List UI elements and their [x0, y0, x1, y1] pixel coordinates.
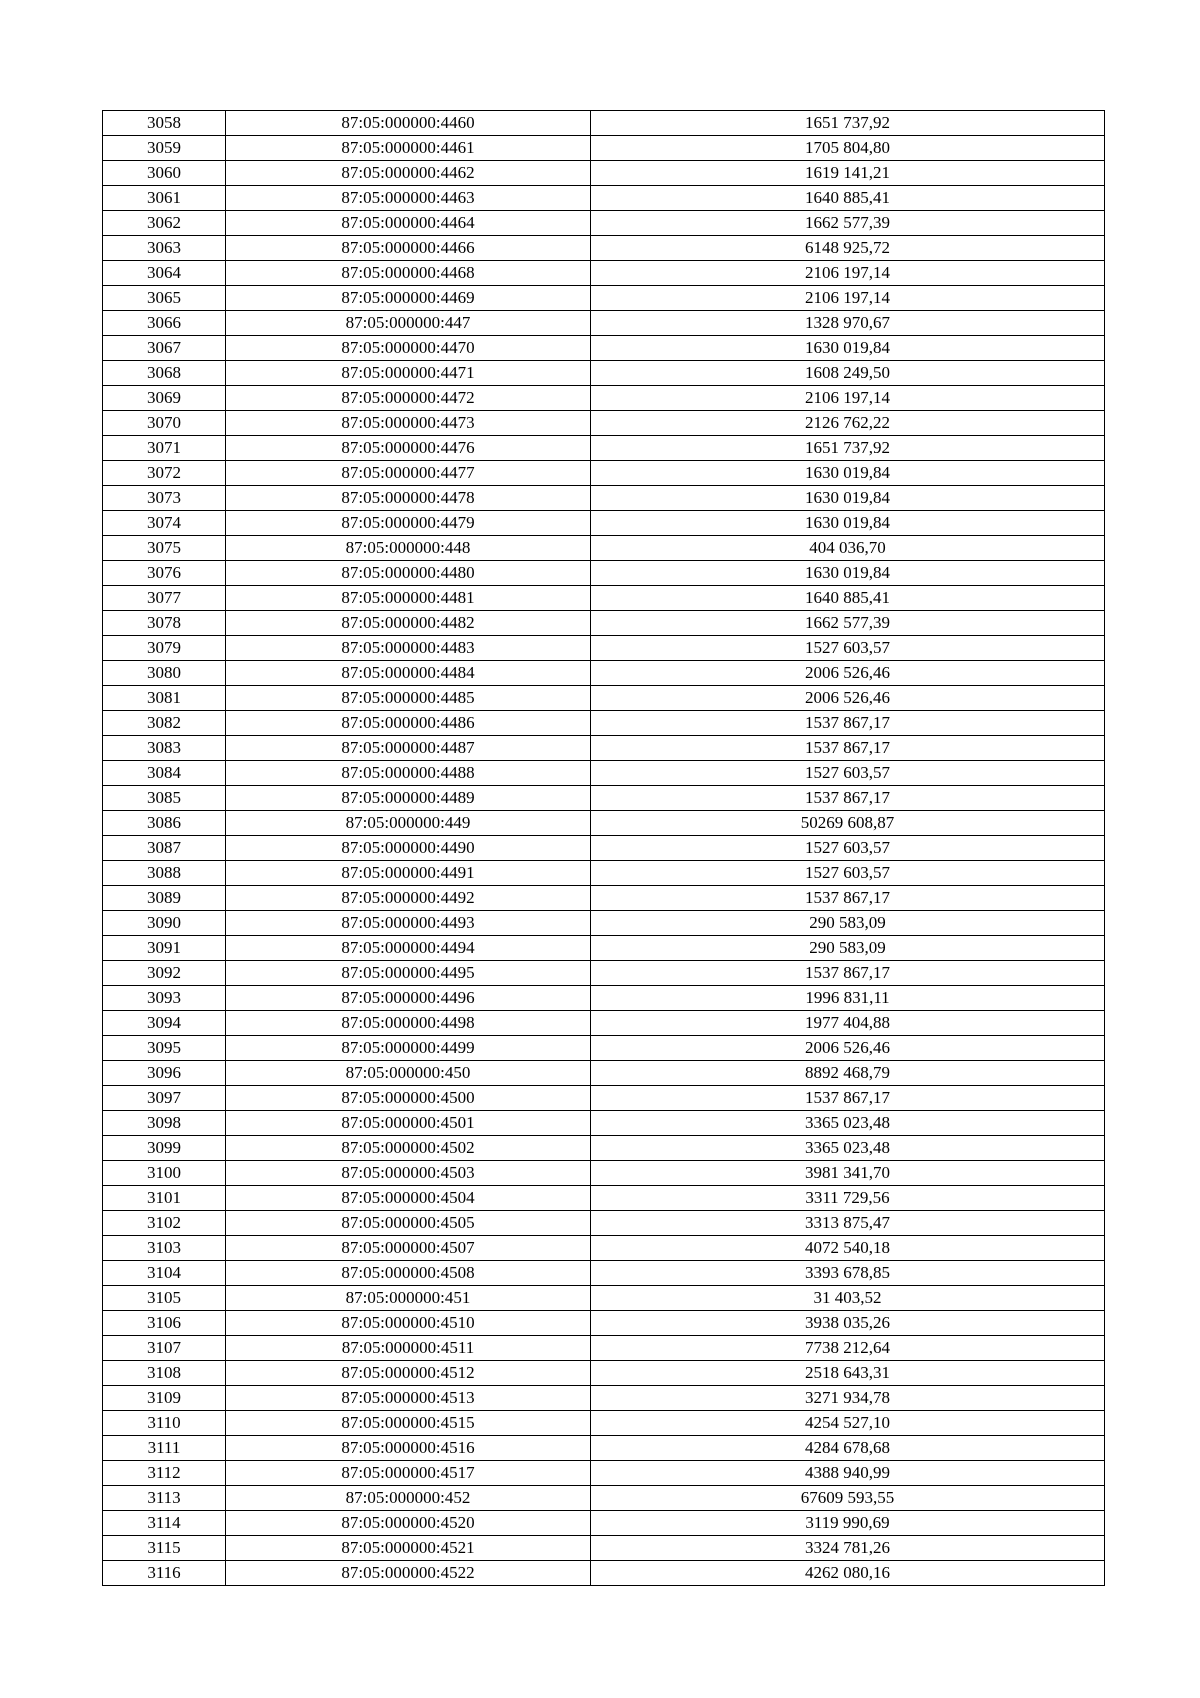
row-number-cell: 3116: [103, 1561, 226, 1586]
table-row: [103, 1136, 1105, 1161]
row-number-cell: 3096: [103, 1061, 226, 1086]
row-number-cell: 3100: [103, 1161, 226, 1186]
value-cell: 290 583,09: [591, 911, 1105, 936]
row-number-cell: 3105: [103, 1286, 226, 1311]
row-number-cell: 3099: [103, 1136, 226, 1161]
row-number-cell: 3081: [103, 686, 226, 711]
row-number-cell: 3102: [103, 1211, 226, 1236]
table-row: [103, 1486, 1105, 1511]
cadastral-number-cell: 87:05:000000:4461: [226, 136, 591, 161]
cadastral-number-cell: 87:05:000000:4466: [226, 236, 591, 261]
table-row: [103, 1061, 1105, 1086]
row-number-cell: 3108: [103, 1361, 226, 1386]
row-number-cell: 3098: [103, 1111, 226, 1136]
cadastral-number-cell: 87:05:000000:448: [226, 536, 591, 561]
value-cell: 1527 603,57: [591, 861, 1105, 886]
value-cell: 1630 019,84: [591, 486, 1105, 511]
value-cell: 3365 023,48: [591, 1111, 1105, 1136]
row-number-cell: 3095: [103, 1036, 226, 1061]
value-cell: 1537 867,17: [591, 1086, 1105, 1111]
value-cell: 1608 249,50: [591, 361, 1105, 386]
cadastral-number-cell: 87:05:000000:4500: [226, 1086, 591, 1111]
table-row: [103, 561, 1105, 586]
value-cell: 1651 737,92: [591, 436, 1105, 461]
row-number-cell: 3073: [103, 486, 226, 511]
value-cell: 4284 678,68: [591, 1436, 1105, 1461]
cadastral-number-cell: 87:05:000000:4515: [226, 1411, 591, 1436]
table-row: [103, 161, 1105, 186]
row-number-cell: 3097: [103, 1086, 226, 1111]
cadastral-number-cell: 87:05:000000:447: [226, 311, 591, 336]
cadastral-number-cell: 87:05:000000:4521: [226, 1536, 591, 1561]
table-row: [103, 1261, 1105, 1286]
table-row: [103, 861, 1105, 886]
cadastral-number-cell: 87:05:000000:4504: [226, 1186, 591, 1211]
cadastral-number-cell: 87:05:000000:4496: [226, 986, 591, 1011]
row-number-cell: 3058: [103, 111, 226, 136]
value-cell: 3981 341,70: [591, 1161, 1105, 1186]
cadastral-number-cell: 87:05:000000:4477: [226, 461, 591, 486]
table-row: [103, 711, 1105, 736]
table-row: [103, 211, 1105, 236]
cadastral-number-cell: 87:05:000000:4487: [226, 736, 591, 761]
row-number-cell: 3068: [103, 361, 226, 386]
cadastral-number-cell: 87:05:000000:4491: [226, 861, 591, 886]
cadastral-number-cell: 87:05:000000:4473: [226, 411, 591, 436]
cadastral-number-cell: 87:05:000000:4513: [226, 1386, 591, 1411]
value-cell: 404 036,70: [591, 536, 1105, 561]
row-number-cell: 3110: [103, 1411, 226, 1436]
cadastral-number-cell: 87:05:000000:4470: [226, 336, 591, 361]
cadastral-number-cell: 87:05:000000:4463: [226, 186, 591, 211]
table-row: [103, 1336, 1105, 1361]
table-row: [103, 461, 1105, 486]
cadastral-number-cell: 87:05:000000:4516: [226, 1436, 591, 1461]
cadastral-number-cell: 87:05:000000:4476: [226, 436, 591, 461]
cadastral-number-cell: 87:05:000000:4483: [226, 636, 591, 661]
value-cell: 3119 990,69: [591, 1511, 1105, 1536]
value-cell: 3313 875,47: [591, 1211, 1105, 1236]
cadastral-number-cell: 87:05:000000:4486: [226, 711, 591, 736]
value-cell: 1651 737,92: [591, 111, 1105, 136]
row-number-cell: 3085: [103, 786, 226, 811]
row-number-cell: 3075: [103, 536, 226, 561]
row-number-cell: 3090: [103, 911, 226, 936]
table-row: [103, 1186, 1105, 1211]
cadastral-number-cell: 87:05:000000:4490: [226, 836, 591, 861]
table-row: [103, 961, 1105, 986]
row-number-cell: 3076: [103, 561, 226, 586]
row-number-cell: 3088: [103, 861, 226, 886]
table-row: [103, 586, 1105, 611]
value-cell: 6148 925,72: [591, 236, 1105, 261]
cadastral-number-cell: 87:05:000000:4520: [226, 1511, 591, 1536]
table-row: [103, 661, 1105, 686]
cadastral-number-cell: 87:05:000000:4478: [226, 486, 591, 511]
value-cell: 1527 603,57: [591, 836, 1105, 861]
cadastral-number-cell: 87:05:000000:4512: [226, 1361, 591, 1386]
cadastral-number-cell: 87:05:000000:4507: [226, 1236, 591, 1261]
row-number-cell: 3074: [103, 511, 226, 536]
table-row: [103, 1311, 1105, 1336]
row-number-cell: 3065: [103, 286, 226, 311]
cadastral-number-cell: 87:05:000000:4522: [226, 1561, 591, 1586]
cadastral-number-cell: 87:05:000000:4492: [226, 886, 591, 911]
value-cell: 1662 577,39: [591, 211, 1105, 236]
table-row: [103, 136, 1105, 161]
value-cell: 1527 603,57: [591, 636, 1105, 661]
row-number-cell: 3079: [103, 636, 226, 661]
table-row: [103, 686, 1105, 711]
value-cell: 1619 141,21: [591, 161, 1105, 186]
table-row: [103, 736, 1105, 761]
row-number-cell: 3066: [103, 311, 226, 336]
cadastral-number-cell: 87:05:000000:449: [226, 811, 591, 836]
value-cell: 1630 019,84: [591, 511, 1105, 536]
cadastral-number-cell: 87:05:000000:4472: [226, 386, 591, 411]
table-row: [103, 811, 1105, 836]
value-cell: 7738 212,64: [591, 1336, 1105, 1361]
table-row: [103, 236, 1105, 261]
table-body: [103, 111, 1105, 1586]
table-row: [103, 1461, 1105, 1486]
cadastral-number-cell: 87:05:000000:4489: [226, 786, 591, 811]
table-row: [103, 1436, 1105, 1461]
value-cell: 1527 603,57: [591, 761, 1105, 786]
value-cell: 3324 781,26: [591, 1536, 1105, 1561]
cadastral-number-cell: 87:05:000000:4468: [226, 261, 591, 286]
table-row: [103, 1361, 1105, 1386]
cadastral-number-cell: 87:05:000000:4460: [226, 111, 591, 136]
cadastral-number-cell: 87:05:000000:4493: [226, 911, 591, 936]
value-cell: 4262 080,16: [591, 1561, 1105, 1586]
value-cell: 3393 678,85: [591, 1261, 1105, 1286]
cadastral-number-cell: 87:05:000000:4464: [226, 211, 591, 236]
cadastral-number-cell: 87:05:000000:4510: [226, 1311, 591, 1336]
row-number-cell: 3080: [103, 661, 226, 686]
cadastral-number-cell: 87:05:000000:452: [226, 1486, 591, 1511]
table-row: [103, 1161, 1105, 1186]
table-row: [103, 486, 1105, 511]
value-cell: 67609 593,55: [591, 1486, 1105, 1511]
row-number-cell: 3092: [103, 961, 226, 986]
table-row: [103, 411, 1105, 436]
table-row: [103, 611, 1105, 636]
value-cell: 2518 643,31: [591, 1361, 1105, 1386]
value-cell: 4072 540,18: [591, 1236, 1105, 1261]
row-number-cell: 3064: [103, 261, 226, 286]
value-cell: 1537 867,17: [591, 886, 1105, 911]
row-number-cell: 3111: [103, 1436, 226, 1461]
value-cell: 31 403,52: [591, 1286, 1105, 1311]
row-number-cell: 3112: [103, 1461, 226, 1486]
table-row: [103, 1086, 1105, 1111]
cadastral-number-cell: 87:05:000000:4480: [226, 561, 591, 586]
cadastral-number-cell: 87:05:000000:4495: [226, 961, 591, 986]
cadastral-number-cell: 87:05:000000:4484: [226, 661, 591, 686]
cadastral-number-cell: 87:05:000000:4503: [226, 1161, 591, 1186]
value-cell: 4388 940,99: [591, 1461, 1105, 1486]
cadastral-number-cell: 87:05:000000:4502: [226, 1136, 591, 1161]
row-number-cell: 3061: [103, 186, 226, 211]
cadastral-number-cell: 87:05:000000:4479: [226, 511, 591, 536]
table-row: [103, 1561, 1105, 1586]
row-number-cell: 3104: [103, 1261, 226, 1286]
value-cell: 1630 019,84: [591, 561, 1105, 586]
table-row: [103, 511, 1105, 536]
data-table: [102, 110, 1105, 1586]
table-row: [103, 1211, 1105, 1236]
cadastral-number-cell: 87:05:000000:4508: [226, 1261, 591, 1286]
value-cell: 4254 527,10: [591, 1411, 1105, 1436]
value-cell: 1977 404,88: [591, 1011, 1105, 1036]
value-cell: 1630 019,84: [591, 461, 1105, 486]
value-cell: 1640 885,41: [591, 586, 1105, 611]
table-row: [103, 361, 1105, 386]
value-cell: 1537 867,17: [591, 711, 1105, 736]
table-row: [103, 1536, 1105, 1561]
cadastral-number-cell: 87:05:000000:4511: [226, 1336, 591, 1361]
row-number-cell: 3113: [103, 1486, 226, 1511]
row-number-cell: 3103: [103, 1236, 226, 1261]
cadastral-number-cell: 87:05:000000:4471: [226, 361, 591, 386]
table-row: [103, 986, 1105, 1011]
cadastral-number-cell: 87:05:000000:4488: [226, 761, 591, 786]
row-number-cell: 3072: [103, 461, 226, 486]
table-row: [103, 286, 1105, 311]
table-row: [103, 1111, 1105, 1136]
row-number-cell: 3091: [103, 936, 226, 961]
row-number-cell: 3089: [103, 886, 226, 911]
table-row: [103, 1286, 1105, 1311]
table-row: [103, 111, 1105, 136]
cadastral-number-cell: 87:05:000000:450: [226, 1061, 591, 1086]
table-row: [103, 336, 1105, 361]
table-row: [103, 1011, 1105, 1036]
table-row: [103, 261, 1105, 286]
table-row: [103, 1411, 1105, 1436]
table-row: [103, 1236, 1105, 1261]
row-number-cell: 3084: [103, 761, 226, 786]
row-number-cell: 3060: [103, 161, 226, 186]
value-cell: 3311 729,56: [591, 1186, 1105, 1211]
row-number-cell: 3114: [103, 1511, 226, 1536]
table-row: [103, 386, 1105, 411]
table-row: [103, 886, 1105, 911]
value-cell: 2106 197,14: [591, 261, 1105, 286]
value-cell: 3938 035,26: [591, 1311, 1105, 1336]
row-number-cell: 3078: [103, 611, 226, 636]
table-row: [103, 1036, 1105, 1061]
table-row: [103, 636, 1105, 661]
value-cell: 2126 762,22: [591, 411, 1105, 436]
value-cell: 290 583,09: [591, 936, 1105, 961]
cadastral-number-cell: 87:05:000000:4482: [226, 611, 591, 636]
table-row: [103, 936, 1105, 961]
cadastral-number-cell: 87:05:000000:4498: [226, 1011, 591, 1036]
table-row: [103, 911, 1105, 936]
cadastral-number-cell: 87:05:000000:4462: [226, 161, 591, 186]
table-row: [103, 1386, 1105, 1411]
value-cell: 1537 867,17: [591, 786, 1105, 811]
row-number-cell: 3083: [103, 736, 226, 761]
value-cell: 1537 867,17: [591, 736, 1105, 761]
value-cell: 1328 970,67: [591, 311, 1105, 336]
row-number-cell: 3093: [103, 986, 226, 1011]
row-number-cell: 3067: [103, 336, 226, 361]
value-cell: 2006 526,46: [591, 686, 1105, 711]
row-number-cell: 3059: [103, 136, 226, 161]
table-row: [103, 761, 1105, 786]
value-cell: 1662 577,39: [591, 611, 1105, 636]
table-row: [103, 186, 1105, 211]
row-number-cell: 3115: [103, 1536, 226, 1561]
value-cell: 2106 197,14: [591, 386, 1105, 411]
cadastral-number-cell: 87:05:000000:4494: [226, 936, 591, 961]
row-number-cell: 3069: [103, 386, 226, 411]
value-cell: 1630 019,84: [591, 336, 1105, 361]
row-number-cell: 3086: [103, 811, 226, 836]
row-number-cell: 3077: [103, 586, 226, 611]
table-row: [103, 311, 1105, 336]
cadastral-number-cell: 87:05:000000:4485: [226, 686, 591, 711]
cadastral-number-cell: 87:05:000000:4499: [226, 1036, 591, 1061]
row-number-cell: 3070: [103, 411, 226, 436]
value-cell: 1705 804,80: [591, 136, 1105, 161]
cadastral-number-cell: 87:05:000000:4517: [226, 1461, 591, 1486]
value-cell: 1996 831,11: [591, 986, 1105, 1011]
table-row: [103, 1511, 1105, 1536]
value-cell: 3365 023,48: [591, 1136, 1105, 1161]
value-cell: 2006 526,46: [591, 661, 1105, 686]
row-number-cell: 3107: [103, 1336, 226, 1361]
value-cell: 1537 867,17: [591, 961, 1105, 986]
value-cell: 50269 608,87: [591, 811, 1105, 836]
value-cell: 2006 526,46: [591, 1036, 1105, 1061]
row-number-cell: 3062: [103, 211, 226, 236]
row-number-cell: 3087: [103, 836, 226, 861]
value-cell: 2106 197,14: [591, 286, 1105, 311]
table-row: [103, 786, 1105, 811]
row-number-cell: 3101: [103, 1186, 226, 1211]
cadastral-number-cell: 87:05:000000:4501: [226, 1111, 591, 1136]
value-cell: 8892 468,79: [591, 1061, 1105, 1086]
cadastral-number-cell: 87:05:000000:451: [226, 1286, 591, 1311]
value-cell: 3271 934,78: [591, 1386, 1105, 1411]
row-number-cell: 3094: [103, 1011, 226, 1036]
row-number-cell: 3063: [103, 236, 226, 261]
row-number-cell: 3106: [103, 1311, 226, 1336]
row-number-cell: 3082: [103, 711, 226, 736]
row-number-cell: 3071: [103, 436, 226, 461]
row-number-cell: 3109: [103, 1386, 226, 1411]
table-row: [103, 536, 1105, 561]
cadastral-number-cell: 87:05:000000:4469: [226, 286, 591, 311]
cadastral-number-cell: 87:05:000000:4505: [226, 1211, 591, 1236]
table-row: [103, 836, 1105, 861]
table-row: [103, 436, 1105, 461]
cadastral-number-cell: 87:05:000000:4481: [226, 586, 591, 611]
value-cell: 1640 885,41: [591, 186, 1105, 211]
